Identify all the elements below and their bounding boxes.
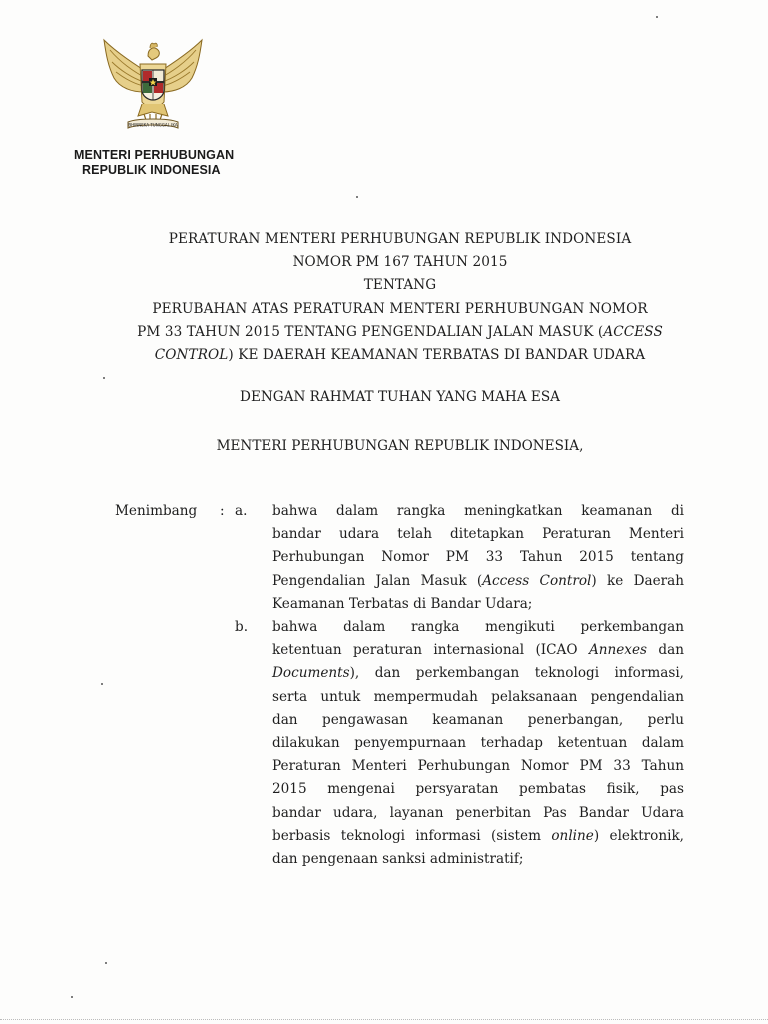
item-b-line: bahwa dalam rangka mengikuti perkembangan [272, 619, 684, 635]
scan-speck [105, 962, 107, 964]
issuer-line: MENTERI PERHUBUNGAN REPUBLIK INDONESIA, [216, 438, 584, 454]
item-a-line-part: ) ke Daerah [591, 572, 684, 589]
item-a-line-italic: Access Control [482, 572, 592, 589]
item-b-line: dan pengenaan sanksi administratif; [272, 851, 524, 868]
title-line-5 [112, 321, 688, 344]
blessing-line: DENGAN RAHMAT TUHAN YANG MAHA ESA [240, 389, 560, 405]
item-b-line: Peraturan Menteri Perhubungan Nomor PM 33 Tahun [272, 758, 684, 775]
item-b-line [272, 639, 684, 662]
considering-colon: : [220, 503, 225, 519]
title-line-1: PERATURAN MENTERI PERHUBUNGAN REPUBLIK INDONESIA [168, 231, 632, 247]
item-b-line: 2015 mengenai persyaratan pembatas fisik, pas [272, 781, 684, 798]
item-b-line: bandar udara, layanan penerbitan Pas Bandar Udara [272, 804, 684, 821]
item-a-line: bandar udara telah ditetapkan Peraturan Menteri [272, 526, 684, 543]
item-b-line-italic: Documents [272, 665, 350, 682]
scan-speck [656, 16, 658, 18]
item-b-text [272, 616, 684, 871]
title-line-5-text: PM 33 TAHUN 2015 TENTANG PENGENDALIAN JALAN MASUK ( [137, 323, 604, 340]
regulation-title [112, 228, 688, 367]
item-b-line-italic: online [551, 827, 594, 844]
ministry-country-line: REPUBLIK INDONESIA [82, 163, 221, 177]
svg-text:BHINNEKA TUNGGAL IKA: BHINNEKA TUNGGAL IKA [128, 122, 178, 128]
item-b-line-part: ) elektronik, [593, 827, 684, 844]
scan-speck [103, 377, 105, 379]
scan-edge-line [0, 1019, 768, 1021]
title-line-6 [112, 344, 688, 367]
item-a-line: bahwa dalam rangka meningkatkan keamanan di [272, 503, 684, 519]
item-b-line-part: ), dan perkembangan teknologi informasi, [349, 665, 684, 682]
ministry-header [74, 148, 234, 178]
item-b-line: dan pengawasan keamanan penerbangan, perlu [272, 711, 684, 728]
garuda-emblem-icon [94, 34, 212, 134]
item-b-line-part: dan [647, 642, 684, 659]
scan-speck [356, 196, 358, 198]
item-a-line-part: Pengendalian Jalan Masuk ( [272, 572, 483, 589]
item-b-line: serta untuk mempermudah pelaksanaan pengendalian [272, 688, 684, 705]
item-b-line-italic: Annexes [588, 642, 647, 659]
item-a-line: Keamanan Terbatas di Bandar Udara; [272, 595, 533, 612]
item-b-line-part: ketentuan peraturan internasional (ICAO [272, 642, 589, 659]
item-a-marker: a. [235, 503, 248, 519]
item-a-line [272, 570, 684, 593]
item-b-line [272, 662, 684, 685]
title-line-6-italic: CONTROL [154, 347, 229, 364]
item-b-marker: b. [235, 619, 249, 635]
item-b-line-part: berbasis teknologi informasi (sistem [272, 827, 552, 844]
title-line-3: TENTANG [363, 277, 437, 294]
item-a-text [272, 500, 684, 616]
item-b-line [272, 825, 684, 848]
title-line-5-italic: ACCESS [603, 323, 663, 340]
item-a-line: Perhubungan Nomor PM 33 Tahun 2015 tentang [272, 549, 684, 566]
ministry-title-line: MENTERI PERHUBUNGAN [74, 148, 235, 162]
title-line-2: NOMOR PM 167 TAHUN 2015 [292, 254, 508, 271]
item-b-line: dilakukan penyempurnaan terhadap ketentuan dalam [272, 735, 684, 752]
considering-label: Menimbang [115, 503, 198, 519]
scan-speck [101, 683, 103, 685]
title-line-4: PERUBAHAN ATAS PERATURAN MENTERI PERHUBUNGAN NOMOR [152, 300, 648, 317]
scan-speck [71, 996, 73, 998]
title-line-6-text: ) KE DAERAH KEAMANAN TERBATAS DI BANDAR UDARA [228, 347, 646, 364]
